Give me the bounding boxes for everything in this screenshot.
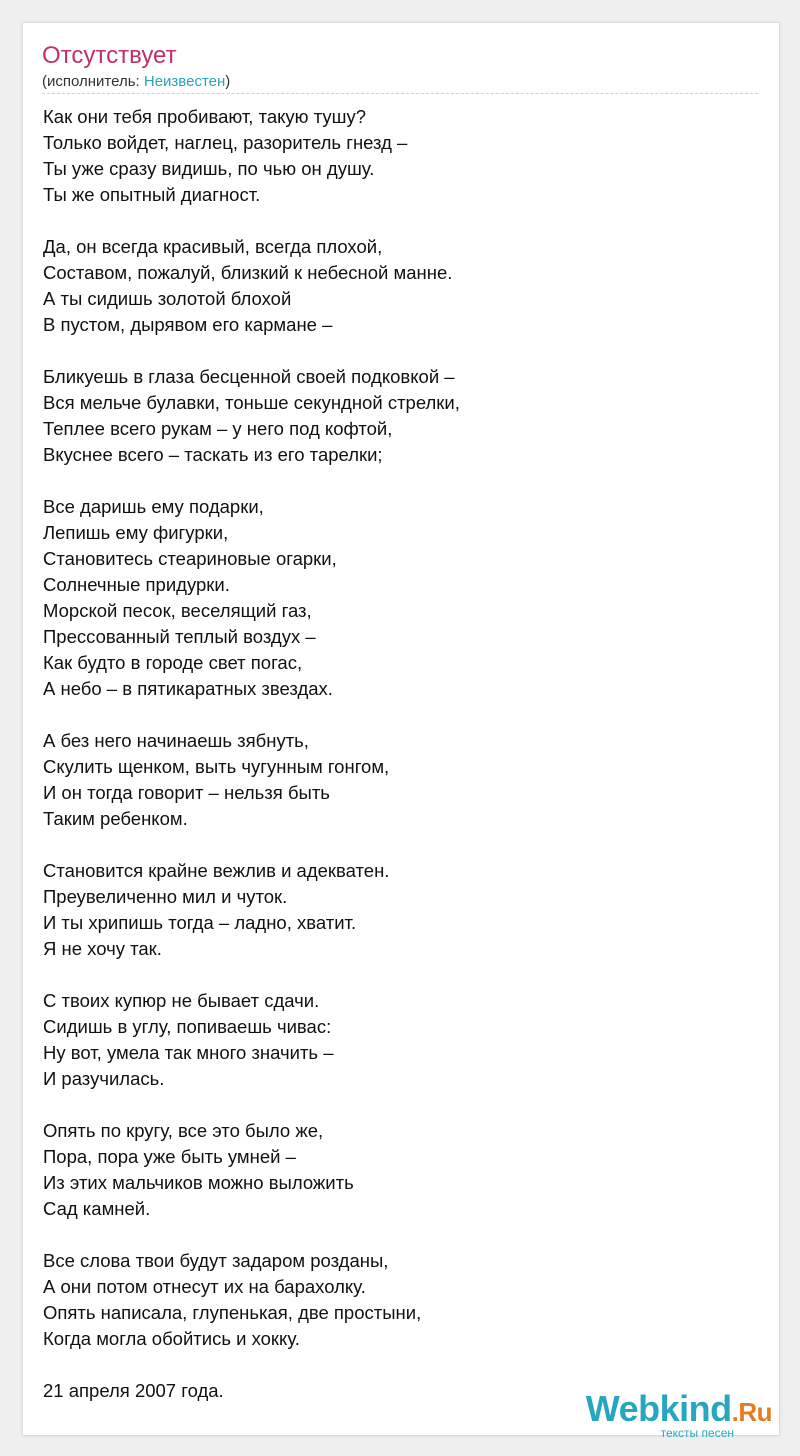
logo-suffix-text: .Ru [731, 1397, 772, 1427]
lyrics-line: Составом, пожалуй, близкий к небесной манне. [43, 262, 453, 283]
lyrics-body [43, 104, 743, 1404]
lyrics-line: А ты сидишь золотой блохой [43, 288, 292, 309]
lyrics-line: Вкуснее всего – таскать из его тарелки; [43, 444, 383, 465]
lyrics-line: Я не хочу так. [43, 938, 162, 959]
lyrics-stanza [43, 988, 743, 1092]
lyrics-stanza [43, 494, 743, 702]
lyrics-stanza [43, 728, 743, 832]
lyrics-line: Скулить щенком, выть чугунным гонгом, [43, 756, 390, 777]
lyrics-line: Все даришь ему подарки, [43, 496, 264, 517]
lyrics-stanza [43, 364, 743, 468]
lyrics-line: Когда могла обойтись и хокку. [43, 1328, 300, 1349]
lyrics-line: И ты хрипишь тогда – ладно, хватит. [43, 912, 357, 933]
lyrics-line: Сад камней. [43, 1198, 151, 1219]
lyrics-line: Вся мельче булавки, тоньше секундной стрелки, [43, 392, 460, 413]
lyrics-line: Солнечные придурки. [43, 574, 230, 595]
lyrics-line: Пора, пора уже быть умней – [43, 1146, 296, 1167]
logo-main-text: Webkind [585, 1388, 732, 1429]
lyrics-line: Из этих мальчиков можно выложить [43, 1172, 354, 1193]
lyrics-line: Теплее всего рукам – у него под кофтой, [43, 418, 393, 439]
lyrics-line: С твоих купюр не бывает сдачи. [43, 990, 320, 1011]
lyrics-line: А они потом отнесут их на барахолку. [43, 1276, 366, 1297]
lyrics-line: Становитесь стеариновые огарки, [43, 548, 337, 569]
lyrics-line: Прессованный теплый воздух – [43, 626, 316, 647]
lyrics-line: Опять по кругу, все это было же, [43, 1120, 324, 1141]
lyrics-line: Ты уже сразу видишь, по чью он душу. [43, 158, 375, 179]
divider [42, 93, 758, 94]
lyrics-line: Да, он всегда красивый, всегда плохой, [43, 236, 383, 257]
lyrics-line: Бликуешь в глаза бесценной своей подковкой – [43, 366, 455, 387]
lyrics-line: В пустом, дырявом его кармане – [43, 314, 333, 335]
lyrics-stanza [43, 1248, 743, 1352]
lyrics-date: 21 апреля 2007 года. [43, 1380, 224, 1401]
logo-subtitle: тексты песен [660, 1426, 734, 1440]
lyrics-line: А без него начинаешь зябнуть, [43, 730, 309, 751]
lyrics-line: Сидишь в углу, попиваешь чивас: [43, 1016, 332, 1037]
webkind-logo[interactable] [582, 1390, 772, 1439]
lyrics-line: Преувеличенно мил и чуток. [43, 886, 288, 907]
lyrics-line: Только войдет, наглец, разоритель гнезд – [43, 132, 408, 153]
lyrics-line: Как они тебя пробивают, такую тушу? [43, 106, 367, 127]
artist-link[interactable]: Неизвестен [143, 73, 226, 90]
lyrics-line: И разучилась. [43, 1068, 165, 1089]
lyrics-line: Становится крайне вежлив и адекватен. [43, 860, 390, 881]
lyrics-line: И он тогда говорит – нельзя быть [43, 782, 330, 803]
performer-close: ) [225, 73, 231, 90]
lyrics-line: Ты же опытный диагност. [43, 184, 261, 205]
lyrics-line: Опять написала, глупенькая, две простыни, [43, 1302, 422, 1323]
performer-label: (исполнитель: [42, 73, 144, 90]
lyrics-stanza [43, 104, 743, 208]
performer-line [42, 73, 230, 91]
lyrics-line: Как будто в городе свет погас, [43, 652, 303, 673]
lyrics-stanza [43, 1118, 743, 1222]
lyrics-line: Лепишь ему фигурки, [43, 522, 229, 543]
song-title: Отсутствует [42, 42, 177, 69]
lyrics-line: Таким ребенком. [43, 808, 188, 829]
logo-wordmark [582, 1390, 772, 1431]
lyrics-stanza [43, 234, 743, 338]
lyrics-line: Все слова твои будут задаром розданы, [43, 1250, 389, 1271]
lyrics-line: А небо – в пятикаратных звездах. [43, 678, 333, 699]
lyrics-line: Ну вот, умела так много значить – [43, 1042, 334, 1063]
lyrics-stanzas [43, 104, 743, 1352]
lyrics-stanza [43, 858, 743, 962]
lyrics-line: Морской песок, веселящий газ, [43, 600, 312, 621]
